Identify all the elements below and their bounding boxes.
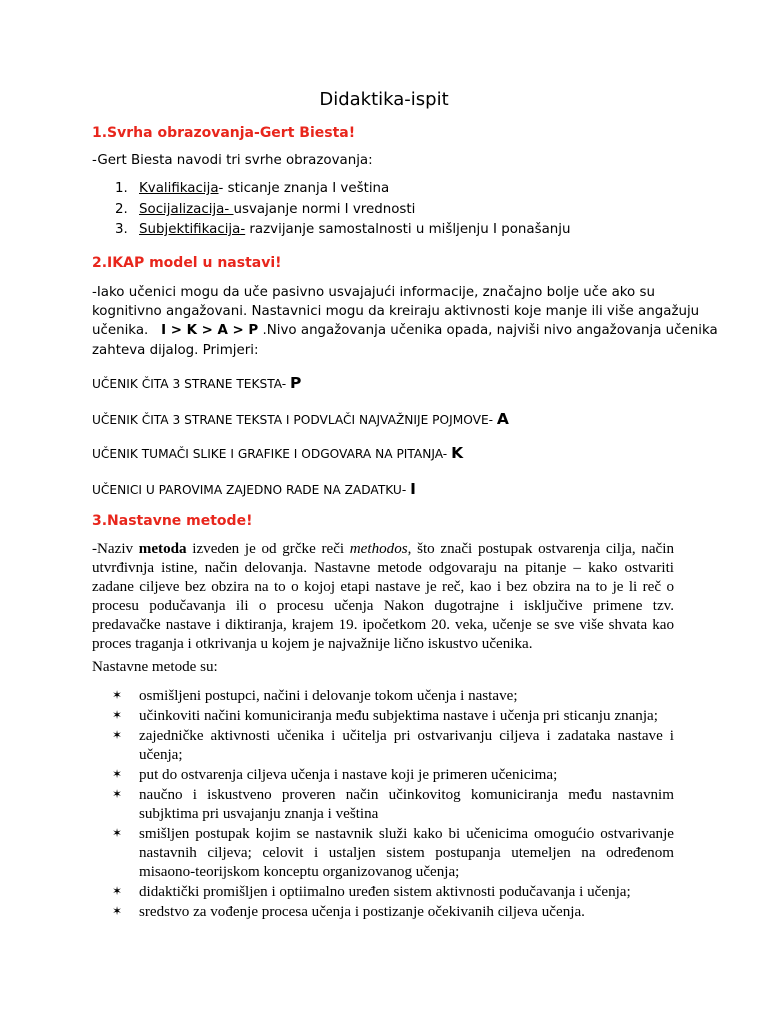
list-item [112,687,674,706]
paragraph-line: -Iako učenici mogu da uče pasivno usvajajući informacije, značajno bolje uče ako su [92,285,655,300]
paragraph-line: proces traganja i otkrivanja u kojem je najvažnije lično iskustvo učenika. [92,636,533,652]
section-2-heading: 2.IKAP model u nastavi! [92,255,282,271]
paragraph-line [92,322,718,340]
methods-bullet-list [112,687,674,923]
document-title: Didaktika-ispit [319,89,449,110]
list-item-line: sredstvo za vođenje procesa učenja i postizanje očekivanih ciljeva učenja. [139,904,585,920]
list-number: 3. [115,222,128,237]
list-intro [92,658,674,677]
list-item [112,883,674,902]
paragraph-line: utvrđivnja istine, način delovanja. Nastavne metode odgovaraju na pitanje – kako ostvariti [92,560,674,576]
list-item-line: subjktima pri usvajanju znanja i veština [139,806,379,822]
list-item [115,180,389,198]
list-item [115,201,415,219]
list-item [115,221,570,239]
example-text: UČENIK ČITA 3 STRANE TEKSTA I PODVLAČI NAJVAŽNIJE POJMOVE- [92,413,497,427]
list-item-line: učenja; [139,747,183,763]
list-number: 2. [115,202,128,217]
example-text: UČENICI U PAROVIMA ZAJEDNO RADE NA ZADATKU- [92,483,411,497]
section-3-heading: 3.Nastavne metode! [92,513,253,529]
list-item [112,903,674,922]
star-bullet-icon: ✶ [112,728,123,742]
star-bullet-icon: ✶ [112,904,123,918]
paragraph-text: , što znači postupak ostvarenja cilja, način [407,541,674,557]
list-item [112,786,674,824]
paragraph-text: izveden je od grčke reči [186,541,350,557]
example-letter: I [410,480,416,498]
list-item-line: smišljen postupak kojim se nastavnik služi kako bi učenicima omogućio ostvarivanje [139,826,674,842]
paragraph-line: predavačke nastave i diktiranja, krajem 19. ipočetkom 20. veka, učenje se sve više shvata kao [92,617,674,633]
example-line [92,410,509,429]
list-item-line: naučno i iskustveno proveren način učinkovitog komuniciranja među nastavnim [139,787,674,803]
paragraph-text: učenika. [92,323,149,338]
example-letter: K [451,444,464,462]
star-bullet-icon: ✶ [112,884,123,898]
list-text: - sticanje znanja I veština [218,181,390,196]
star-bullet-icon: ✶ [112,688,123,702]
example-line [92,480,416,499]
list-item-line: didaktički promišljen i optiimalno uređen sistem aktivnosti podučavanja i učenja; [139,884,631,900]
list-item-line: nastavnih ciljeva; celovit i ustaljen sistem postupanja utemeljen na određenom [139,845,674,861]
example-letter: A [496,410,509,428]
paragraph-line: procesu podučavanja ili o procesu učenja Nakon dugotrajne i isključive primene tzv. [92,598,674,614]
example-line [92,444,463,463]
list-item [112,825,674,882]
list-number: 1. [115,181,128,196]
list-item [112,707,674,726]
list-intro-text: Nastavne metode su: [92,659,218,675]
paragraph-text: .Nivo angažovanja učenika opada, najviši nivo angažovanja učenika [258,323,718,338]
section-3-paragraph [92,540,674,654]
list-item-line: misaono-teorijskom konceptu organizovanog učenja; [139,864,460,880]
example-line [92,374,301,393]
list-term: Kvalifikacija [139,181,219,196]
star-bullet-icon: ✶ [112,767,123,781]
list-item [112,766,674,785]
list-item-line: učinkoviti načini komuniciranja među subjektima nastave i učenja pri sticanju znanja; [139,708,658,724]
list-term: Socijalizacija- [139,202,234,217]
list-item-line: put do ostvarenja ciljeva učenja i nastave koji je primeren učenicima; [139,767,558,783]
list-item-line: zajedničke aktivnosti učenika i učitelja pri ostvarivanju ciljeva i zadataka nastave i [139,728,674,744]
star-bullet-icon: ✶ [112,787,123,801]
example-text: UČENIK ČITA 3 STRANE TEKSTA- [92,377,291,391]
list-text: usvajanje normi I vrednosti [233,202,416,217]
paragraph-text: -Naziv [92,541,139,557]
list-item [112,727,674,765]
list-text: razvijanje samostalnosti u mišljenju I ponašanju [245,222,571,237]
paragraph-line: kognitivno angažovani. Nastavnici mogu da kreiraju aktivnosti koje manje ili više angažuju [92,304,700,319]
paragraph-line: zadane ciljeve bez obzira na to o kojoj etapi nastave je reč, kao i bez obzira na to je li reč o [92,579,674,595]
paragraph-line [92,540,674,559]
example-text: UČENIK TUMAČI SLIKE I GRAFIKE I ODGOVARA NA PITANJA- [92,447,452,461]
section-1-intro: -Gert Biesta navodi tri svrhe obrazovanja: [92,153,373,168]
example-letter: P [290,374,302,392]
engagement-order: I > K > A > P [161,323,259,338]
section-1-heading: 1.Svrha obrazovanja-Gert Biesta! [92,125,356,141]
list-item-line: osmišljeni postupci, načini i delovanje tokom učenja i nastave; [139,688,518,704]
paragraph-line: zahteva dijalog. Primjeri: [92,343,259,358]
term-bold: metoda [138,541,187,557]
list-term: Subjektifikacija- [139,222,246,237]
star-bullet-icon: ✶ [112,708,123,722]
term-italic: methodos [349,541,408,557]
star-bullet-icon: ✶ [112,826,123,840]
